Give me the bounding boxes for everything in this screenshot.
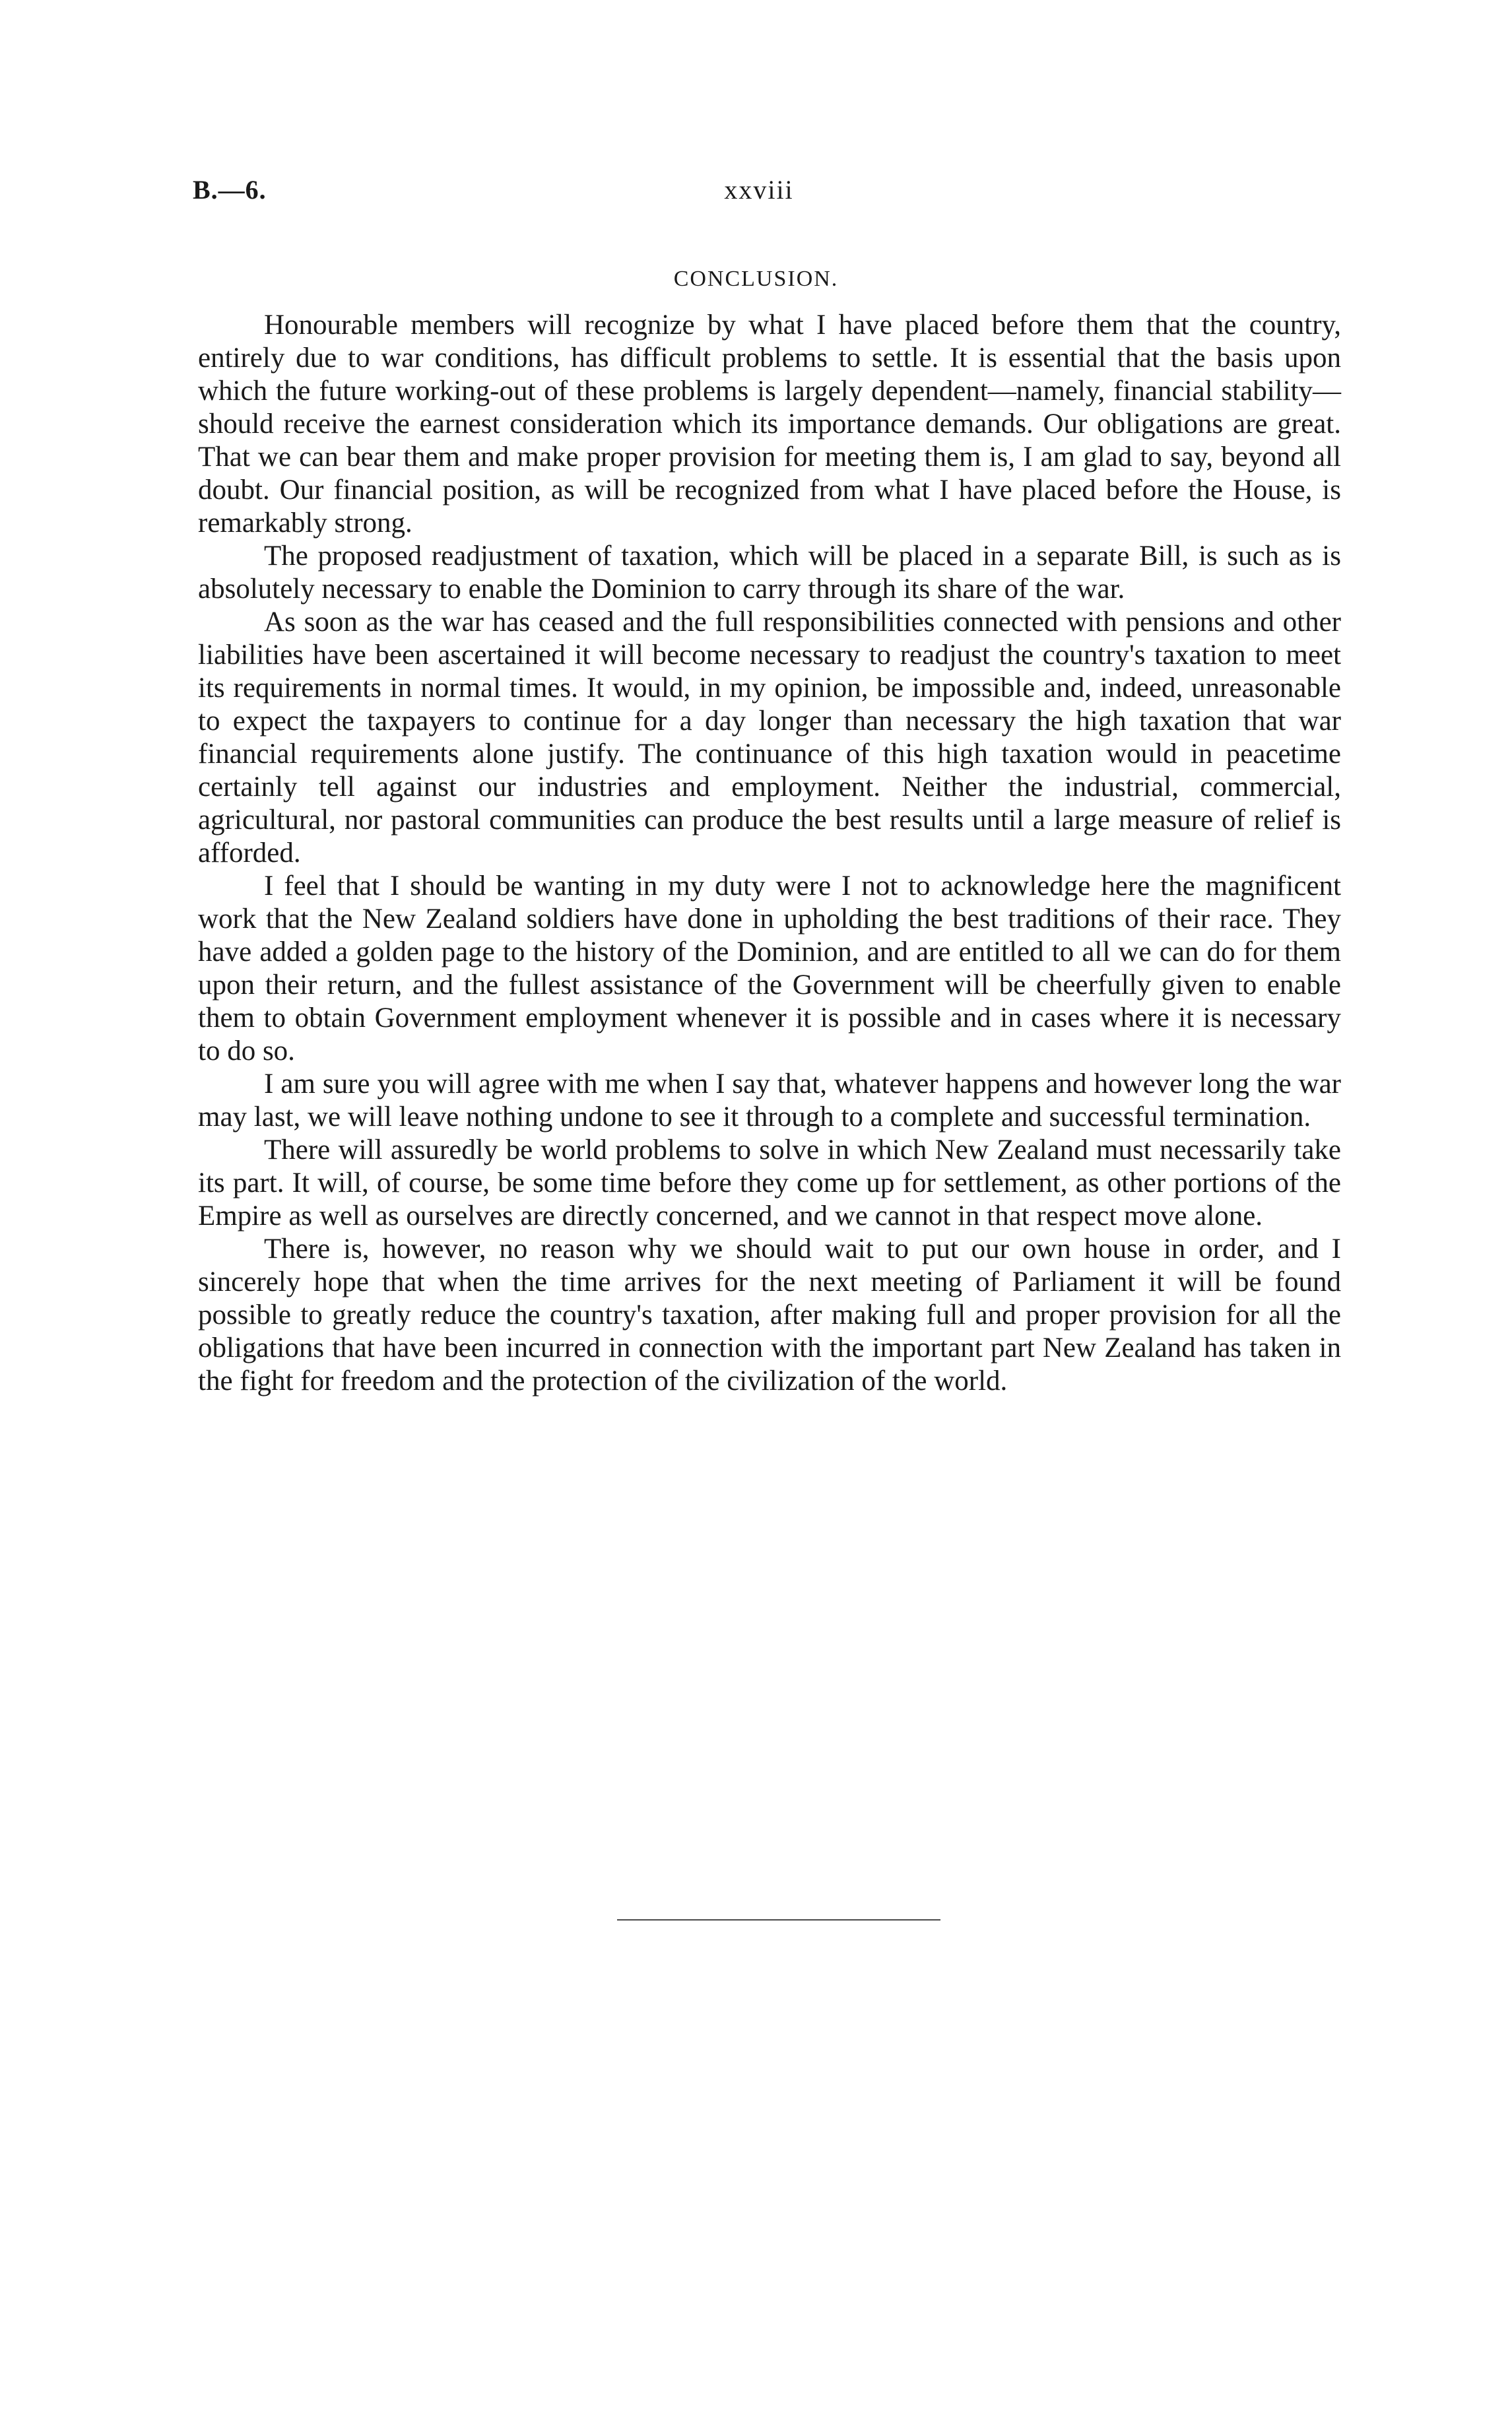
- paragraph-post-war-taxation: As soon as the war has ceased and the full responsibilities connected with pensions and other liabilities have been ascertained it will become necessary to readjust the country's taxation to meet its requirements in normal times. It would, in my opinion, be impossible and, indeed, unreasonable to expect the taxpayers to continue for a day longer than necessary the high taxation that war financial requirements alone justify. The continuance of this high taxation would in peacetime certainly tell against our industries and employment. Neither the industrial, commercial, agricultural, nor pastoral communities can produce the best results until a large measure of relief is afforded.: [198, 607, 1341, 869]
- end-rule-divider: [617, 1919, 940, 1921]
- paragraph-taxation-readjustment: The proposed readjustment of taxation, which will be placed in a separate Bill, is such as is absolutely necessary to enable the Dominion to carry through its share of the war.: [198, 541, 1341, 605]
- paragraph-financial-stability: Honourable members will recognize by what I have placed before them that the country, entirely due to war conditions, has difficult problems to settle. It is essential that the basis upon which the future working-out of these problems is largely dependent—namely, financial stability—should receive the earnest consideration which its importance demands. Our obligations are great. That we can bear them and make proper provision for meeting them is, I am glad to say, beyond all doubt. Our financial position, as will be recognized from what I have placed before the House, is remarkably strong.: [198, 310, 1341, 539]
- section-title: CONCLUSION.: [673, 267, 839, 291]
- paragraph-war-resolve: I am sure you will agree with me when I say that, whatever happens and however long the war may last, we will leave nothing undone to see it through to a complete and successful termination.: [198, 1068, 1341, 1133]
- paragraph-world-problems: There will assuredly be world problems to solve in which New Zealand must necessarily take its part. It will, of course, be some time before they come up for settlement, as other portions of the Empire as well as ourselves are directly concerned, and we cannot in that respect move alone.: [198, 1134, 1341, 1232]
- document-reference: B.—6.: [193, 175, 267, 205]
- paragraph-soldiers-tribute: I feel that I should be wanting in my duty were I not to acknowledge here the magnificent work that the New Zealand soldiers have done in upholding the best traditions of their race. They have added a golden page to the history of the Dominion, and are entitled to all we can do for them upon their return, and the fullest assistance of the Government will be cheerfully given to enable them to obtain Government employment whenever it is possible and in cases where it is necessary to do so.: [198, 871, 1341, 1067]
- body-text: [198, 309, 1341, 1398]
- paragraph-own-house-in-order: There is, however, no reason why we should wait to put our own house in order, and I sincerely hope that when the time arrives for the next meeting of Parliament it will be found possible to greatly reduce the country's taxation, after making full and proper provision for all the obligations that have been incurred in connection with the important part New Zealand has taken in the fight for freedom and the protection of the civilization of the world.: [198, 1233, 1341, 1397]
- page-number: xxviii: [724, 175, 794, 205]
